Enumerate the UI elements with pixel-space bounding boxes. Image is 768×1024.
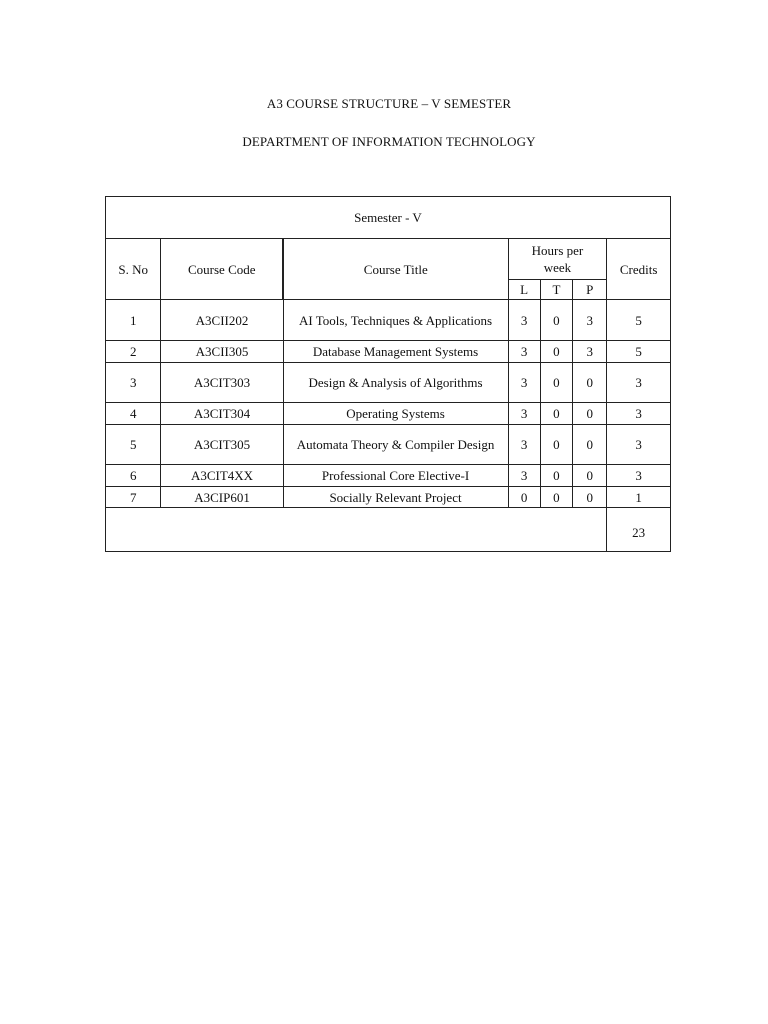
table-row xyxy=(106,363,671,403)
cell-credits: 3 xyxy=(607,363,671,403)
cell-credits: 5 xyxy=(607,300,671,341)
cell-p: 0 xyxy=(573,465,607,487)
table-row xyxy=(106,341,671,363)
cell-sno: 4 xyxy=(106,403,161,425)
cell-l: 3 xyxy=(508,363,540,403)
cell-p: 0 xyxy=(573,487,607,508)
cell-sno: 1 xyxy=(106,300,161,341)
cell-l: 3 xyxy=(508,341,540,363)
cell-l: 3 xyxy=(508,403,540,425)
cell-p: 3 xyxy=(573,341,607,363)
header-course-title: Course Title xyxy=(283,239,508,300)
header-t: T xyxy=(540,280,572,300)
total-spacer xyxy=(106,508,607,552)
cell-credits: 3 xyxy=(607,403,671,425)
course-structure-table xyxy=(105,196,671,552)
cell-title: Operating Systems xyxy=(283,403,508,425)
cell-p: 3 xyxy=(573,300,607,341)
cell-t: 0 xyxy=(540,487,572,508)
cell-title: Professional Core Elective-I xyxy=(283,465,508,487)
header-credits: Credits xyxy=(607,239,671,300)
cell-sno: 3 xyxy=(106,363,161,403)
cell-sno: 7 xyxy=(106,487,161,508)
cell-title: Socially Relevant Project xyxy=(283,487,508,508)
header-course-code: Course Code xyxy=(161,239,283,300)
cell-p: 0 xyxy=(573,425,607,465)
cell-sno: 5 xyxy=(106,425,161,465)
cell-l: 0 xyxy=(508,487,540,508)
semester-label: Semester - V xyxy=(106,197,671,239)
table-row xyxy=(106,403,671,425)
cell-t: 0 xyxy=(540,341,572,363)
cell-p: 0 xyxy=(573,363,607,403)
cell-credits: 1 xyxy=(607,487,671,508)
header-sno: S. No xyxy=(106,239,161,300)
cell-code: A3CIT303 xyxy=(161,363,283,403)
cell-l: 3 xyxy=(508,425,540,465)
cell-l: 3 xyxy=(508,300,540,341)
cell-t: 0 xyxy=(540,403,572,425)
cell-title: AI Tools, Techniques & Applications xyxy=(283,300,508,341)
header-p: P xyxy=(573,280,607,300)
cell-code: A3CII202 xyxy=(161,300,283,341)
cell-t: 0 xyxy=(540,363,572,403)
cell-t: 0 xyxy=(540,425,572,465)
page-title: A3 COURSE STRUCTURE – V SEMESTER xyxy=(266,96,512,111)
department-name: DEPARTMENT OF INFORMATION TECHNOLOGY xyxy=(242,134,536,149)
cell-code: A3CIT4XX xyxy=(161,465,283,487)
table-row xyxy=(106,300,671,341)
cell-credits: 5 xyxy=(607,341,671,363)
header-hours: Hours per week xyxy=(508,239,607,280)
cell-code: A3CII305 xyxy=(161,341,283,363)
cell-l: 3 xyxy=(508,465,540,487)
cell-p: 0 xyxy=(573,403,607,425)
semester-row xyxy=(106,197,671,239)
cell-t: 0 xyxy=(540,465,572,487)
cell-title: Design & Analysis of Algorithms xyxy=(283,363,508,403)
cell-t: 0 xyxy=(540,300,572,341)
cell-title: Database Management Systems xyxy=(283,341,508,363)
total-credits: 23 xyxy=(607,508,671,552)
table-row xyxy=(106,487,671,508)
cell-sno: 6 xyxy=(106,465,161,487)
total-row xyxy=(106,508,671,552)
header-l: L xyxy=(508,280,540,300)
cell-code: A3CIT304 xyxy=(161,403,283,425)
cell-code: A3CIT305 xyxy=(161,425,283,465)
table-row xyxy=(106,425,671,465)
table-row xyxy=(106,465,671,487)
cell-sno: 2 xyxy=(106,341,161,363)
cell-title: Automata Theory & Compiler Design xyxy=(283,425,508,465)
cell-code: A3CIP601 xyxy=(161,487,283,508)
cell-credits: 3 xyxy=(607,465,671,487)
cell-credits: 3 xyxy=(607,425,671,465)
header-row xyxy=(106,239,671,280)
